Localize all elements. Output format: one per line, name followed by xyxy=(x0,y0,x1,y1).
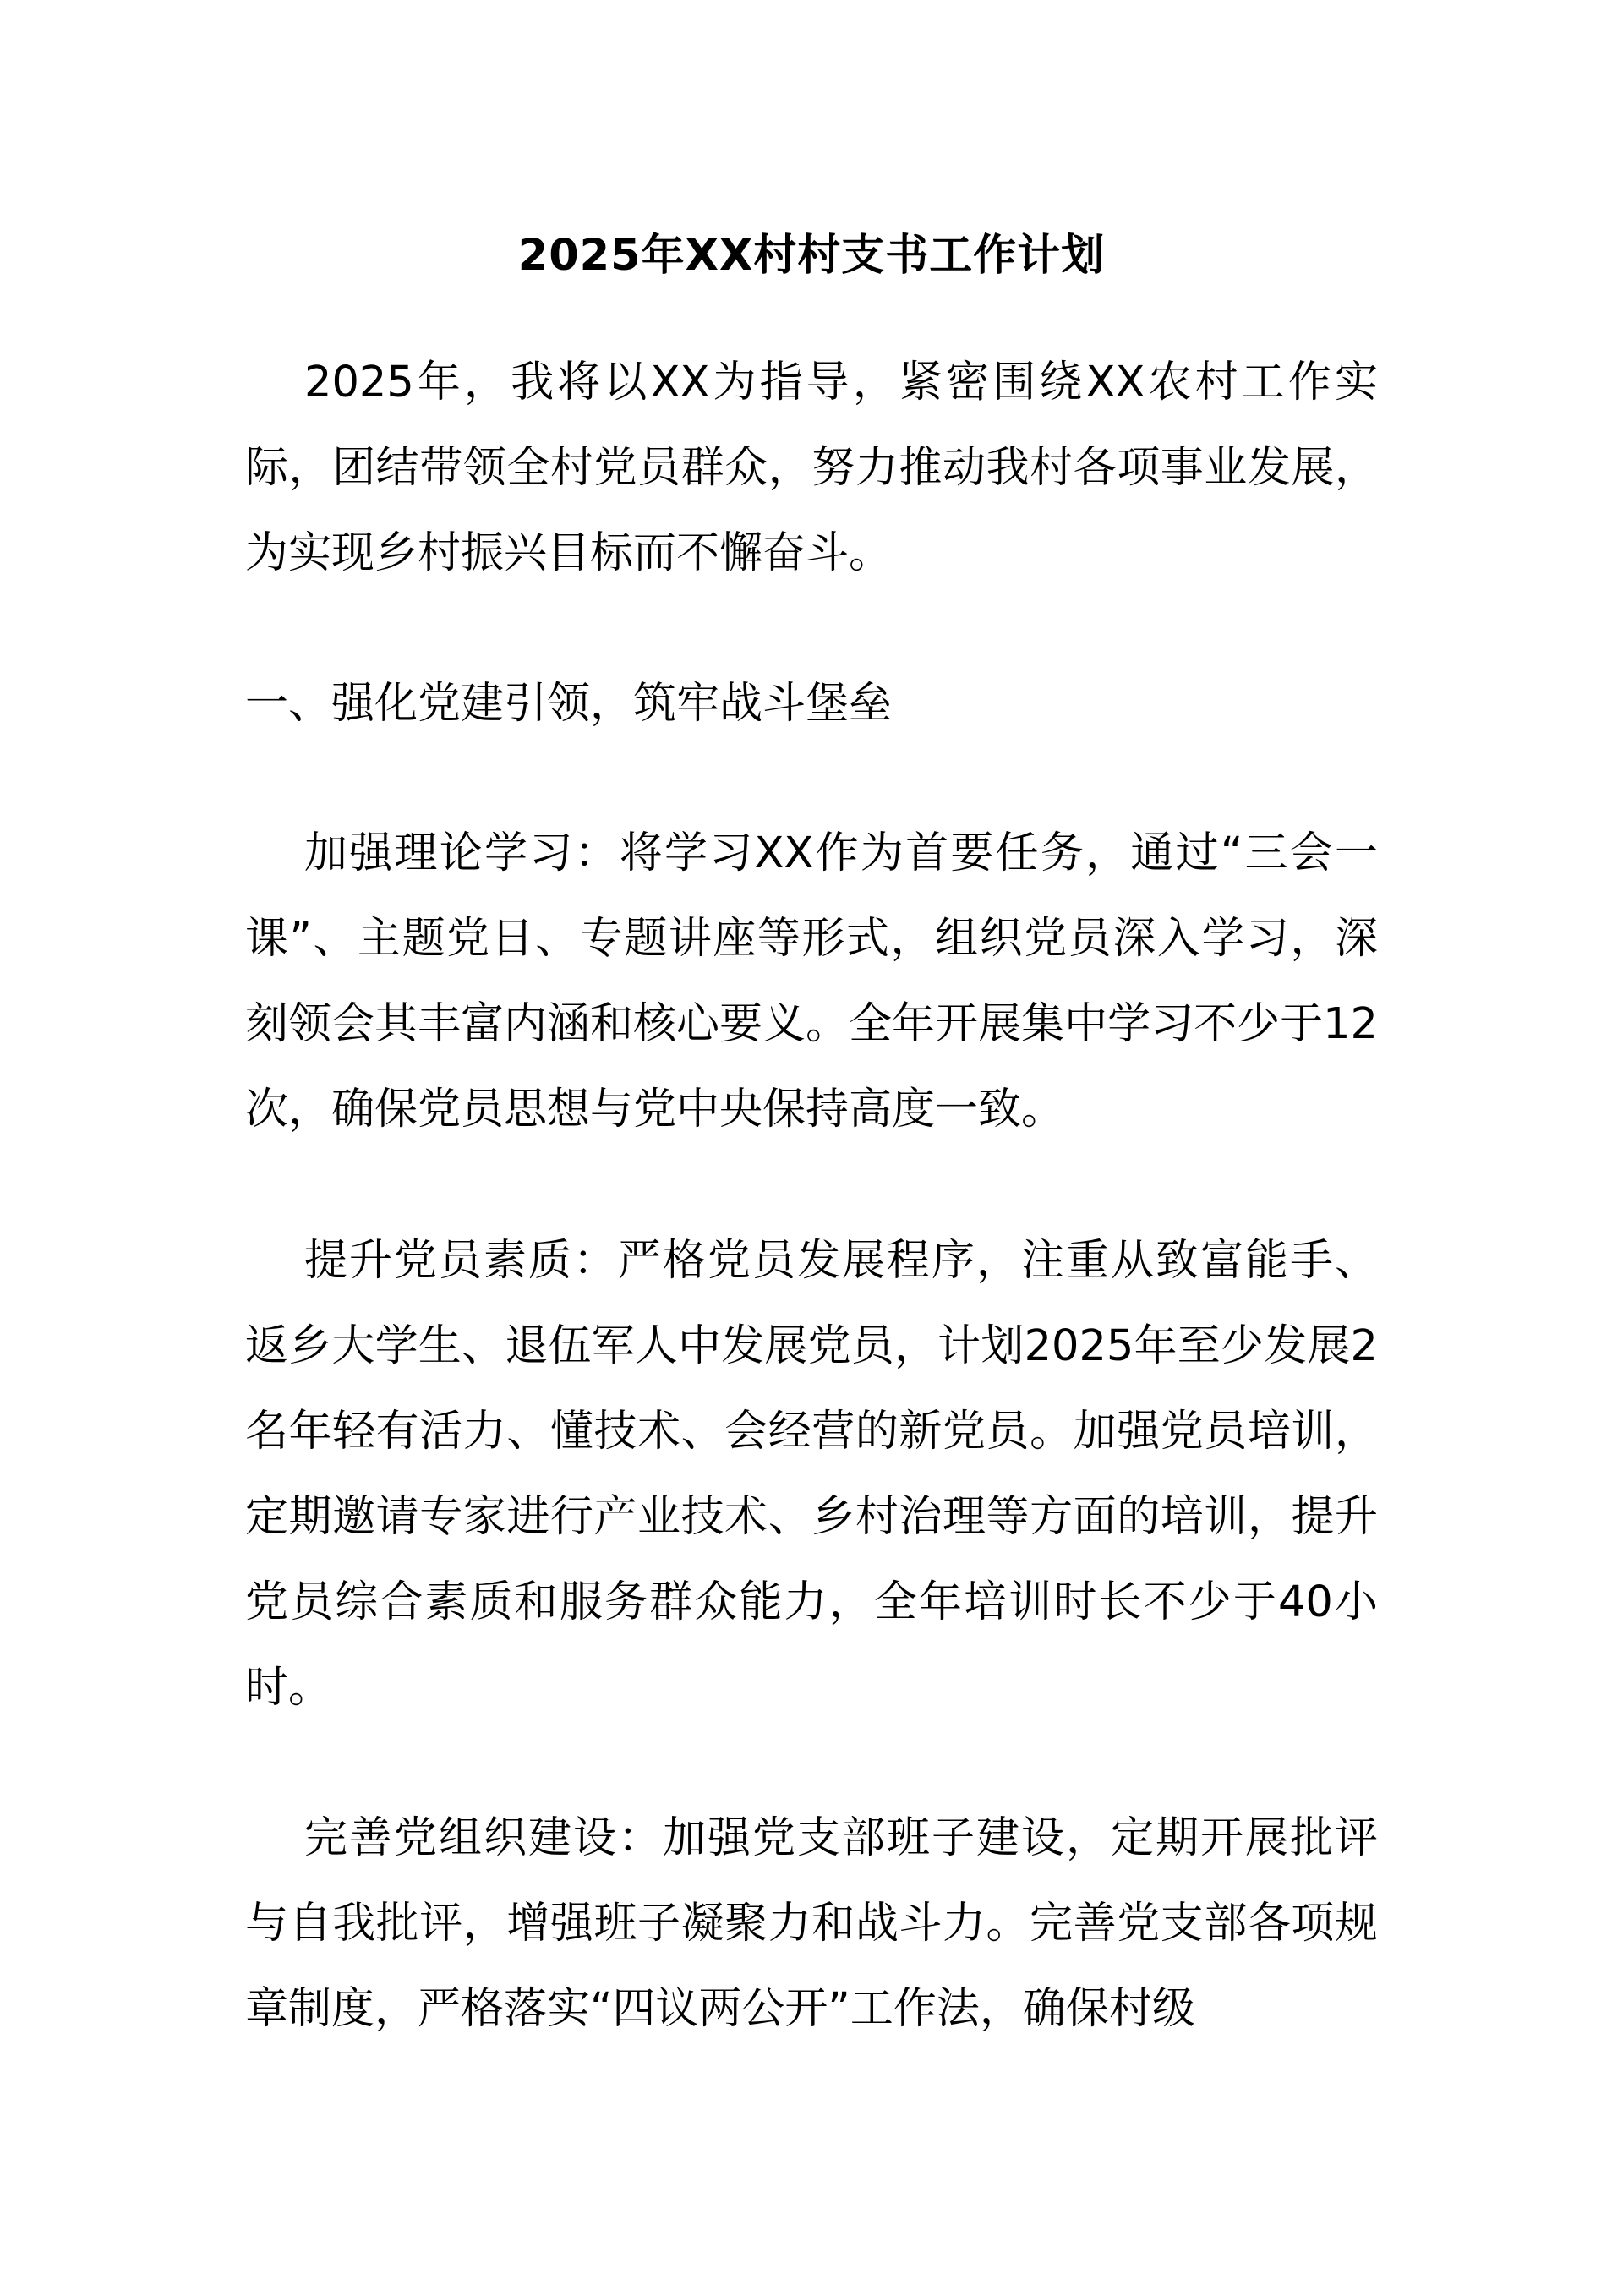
member-quality-paragraph: 提升党员素质：严格党员发展程序，注重从致富能手、返乡大学生、退伍军人中发展党员，计划2025年至少发展2名年轻有活力、懂技术、会经营的新党员。加强党员培训，定期邀请专家进行产业技术、乡村治理等方面的培训，提升党员综合素质和服务群众能力，全年培训时长不少于40小时。 xyxy=(245,1236,1378,1713)
section-heading: 一、强化党建引领，筑牢战斗堡垒 xyxy=(245,679,893,729)
document-title: 2025年XX村村支书工作计划 xyxy=(517,231,1106,281)
organization-building-paragraph: 完善党组织建设：加强党支部班子建设，定期开展批评与自我批评，增强班子凝聚力和战斗力。完善党支部各项规章制度，严格落实“四议两公开”工作法，确保村级 xyxy=(245,1813,1378,2034)
theory-study-paragraph: 加强理论学习：将学习XX作为首要任务，通过“三会一课”、主题党日、专题讲座等形式，组织党员深入学习，深刻领会其丰富内涵和核心要义。全年开展集中学习不少于12次，确保党员思想与党中央保持高度一致。 xyxy=(245,828,1378,1134)
intro-paragraph: 2025年，我将以XX为指导，紧密围绕XX农村工作实际，团结带领全村党员群众，努力推动我村各项事业发展，为实现乡村振兴目标而不懈奋斗。 xyxy=(245,358,1378,578)
